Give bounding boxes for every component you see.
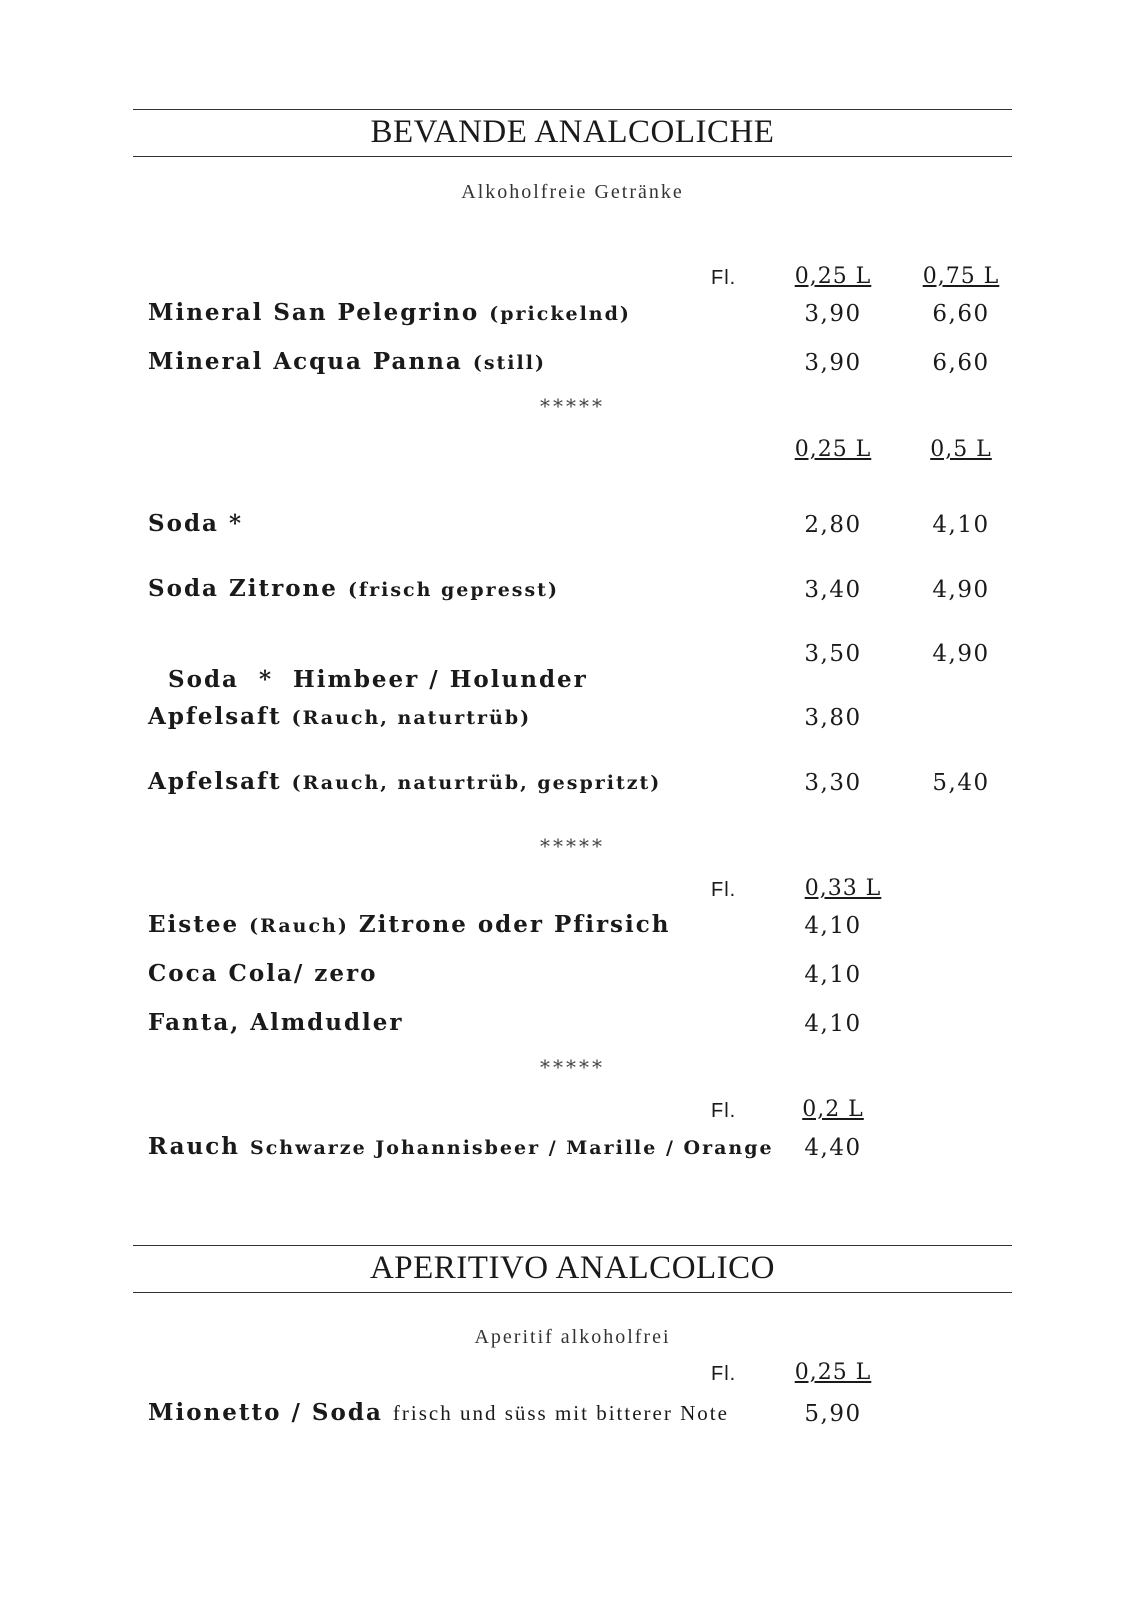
item-name: Coca Cola/ zero xyxy=(148,960,378,987)
item-note: (Rauch) xyxy=(249,915,349,937)
title-rule-top xyxy=(133,109,1012,110)
separator: ***** xyxy=(540,1055,605,1079)
menu-item xyxy=(148,768,661,795)
item-price: 5,40 xyxy=(932,770,990,796)
item-name: Soda Zitrone xyxy=(148,575,338,602)
item-price: 6,60 xyxy=(932,301,990,327)
bottle-label: Fl. xyxy=(711,1363,737,1385)
size-header-0-25: 0,25 L xyxy=(794,1360,872,1385)
item-price: 2,80 xyxy=(804,512,862,538)
section-subtitle: Aperitif alkoholfrei xyxy=(474,1326,671,1348)
item-price: 3,30 xyxy=(804,770,862,796)
item-note: (frisch gepresst) xyxy=(347,579,559,601)
menu-item xyxy=(148,1009,404,1036)
size-header-0-5: 0,5 L xyxy=(930,437,992,462)
item-name: Mionetto xyxy=(148,1399,282,1426)
item-name: Mineral San Pelegrino xyxy=(148,299,480,326)
menu-item xyxy=(148,575,559,602)
section-subtitle: Alkoholfreie Getränke xyxy=(461,181,684,203)
item-note: (Rauch, naturtrüb) xyxy=(291,707,532,729)
section-title-aperitivo: APERITIVO ANALCOLICO xyxy=(369,1250,776,1286)
item-price: 4,10 xyxy=(804,913,862,939)
menu-item xyxy=(148,960,377,987)
separator: ***** xyxy=(540,394,605,418)
item-note: Schwarze Johannisbeer / Marille / Orange xyxy=(250,1137,774,1159)
bottle-label: Fl. xyxy=(711,879,737,901)
item-price: 3,90 xyxy=(804,350,862,376)
size-header-0-25: 0,25 L xyxy=(794,264,872,289)
item-note: (prickelnd) xyxy=(489,303,631,325)
item-description: frisch und süss mit bitterer Note xyxy=(392,1401,729,1425)
item-price: 3,50 xyxy=(804,641,862,667)
title-rule-top xyxy=(133,1245,1012,1246)
menu-item xyxy=(148,1399,729,1426)
menu-item xyxy=(148,348,546,375)
bottle-label: Fl. xyxy=(711,1100,737,1122)
menu-item xyxy=(148,299,631,326)
item-name: Eistee xyxy=(148,911,240,938)
size-header-0-75: 0,75 L xyxy=(922,264,1000,289)
item-price: 4,10 xyxy=(932,512,990,538)
menu-item xyxy=(148,703,531,730)
menu-item xyxy=(148,1133,774,1160)
size-header-0-25: 0,25 L xyxy=(794,437,872,462)
item-name: Soda * xyxy=(148,510,243,537)
size-header-0-2: 0,2 L xyxy=(802,1097,864,1122)
item-price: 4,10 xyxy=(804,1011,862,1037)
menu-item xyxy=(148,911,670,938)
item-price: 4,90 xyxy=(932,577,990,603)
menu-item xyxy=(148,510,243,537)
item-slash: / xyxy=(291,1399,302,1426)
size-header-0-33: 0,33 L xyxy=(804,876,882,901)
item-note: (Rauch, naturtrüb, gespritzt) xyxy=(291,772,662,794)
item-price: 4,90 xyxy=(932,641,990,667)
item-price: 3,80 xyxy=(804,705,862,731)
item-name: Rauch xyxy=(148,1133,240,1160)
menu-item xyxy=(148,639,588,693)
item-name: Mineral Acqua Panna xyxy=(148,348,463,375)
item-price: 4,40 xyxy=(804,1135,862,1161)
item-price: 3,90 xyxy=(804,301,862,327)
separator: ***** xyxy=(540,834,605,858)
item-name: Apfelsaft xyxy=(148,768,282,795)
item-price: 6,60 xyxy=(932,350,990,376)
item-name: Zitrone oder Pfirsich xyxy=(358,911,671,938)
section-title-bevande: BEVANDE ANALCOLICHE xyxy=(370,114,775,150)
title-rule-bottom xyxy=(133,1292,1012,1293)
item-price: 4,10 xyxy=(804,962,862,988)
item-name: Soda xyxy=(311,1399,383,1426)
item-price: 3,40 xyxy=(804,577,862,603)
item-name: Soda * Himbeer / Holunder xyxy=(168,666,588,693)
item-name: Apfelsaft xyxy=(148,703,282,730)
item-price: 5,90 xyxy=(804,1401,862,1427)
title-rule-bottom xyxy=(133,156,1012,157)
item-name: Fanta, Almdudler xyxy=(148,1009,404,1036)
item-note: (still) xyxy=(472,352,546,374)
bottle-label: Fl. xyxy=(711,267,737,289)
